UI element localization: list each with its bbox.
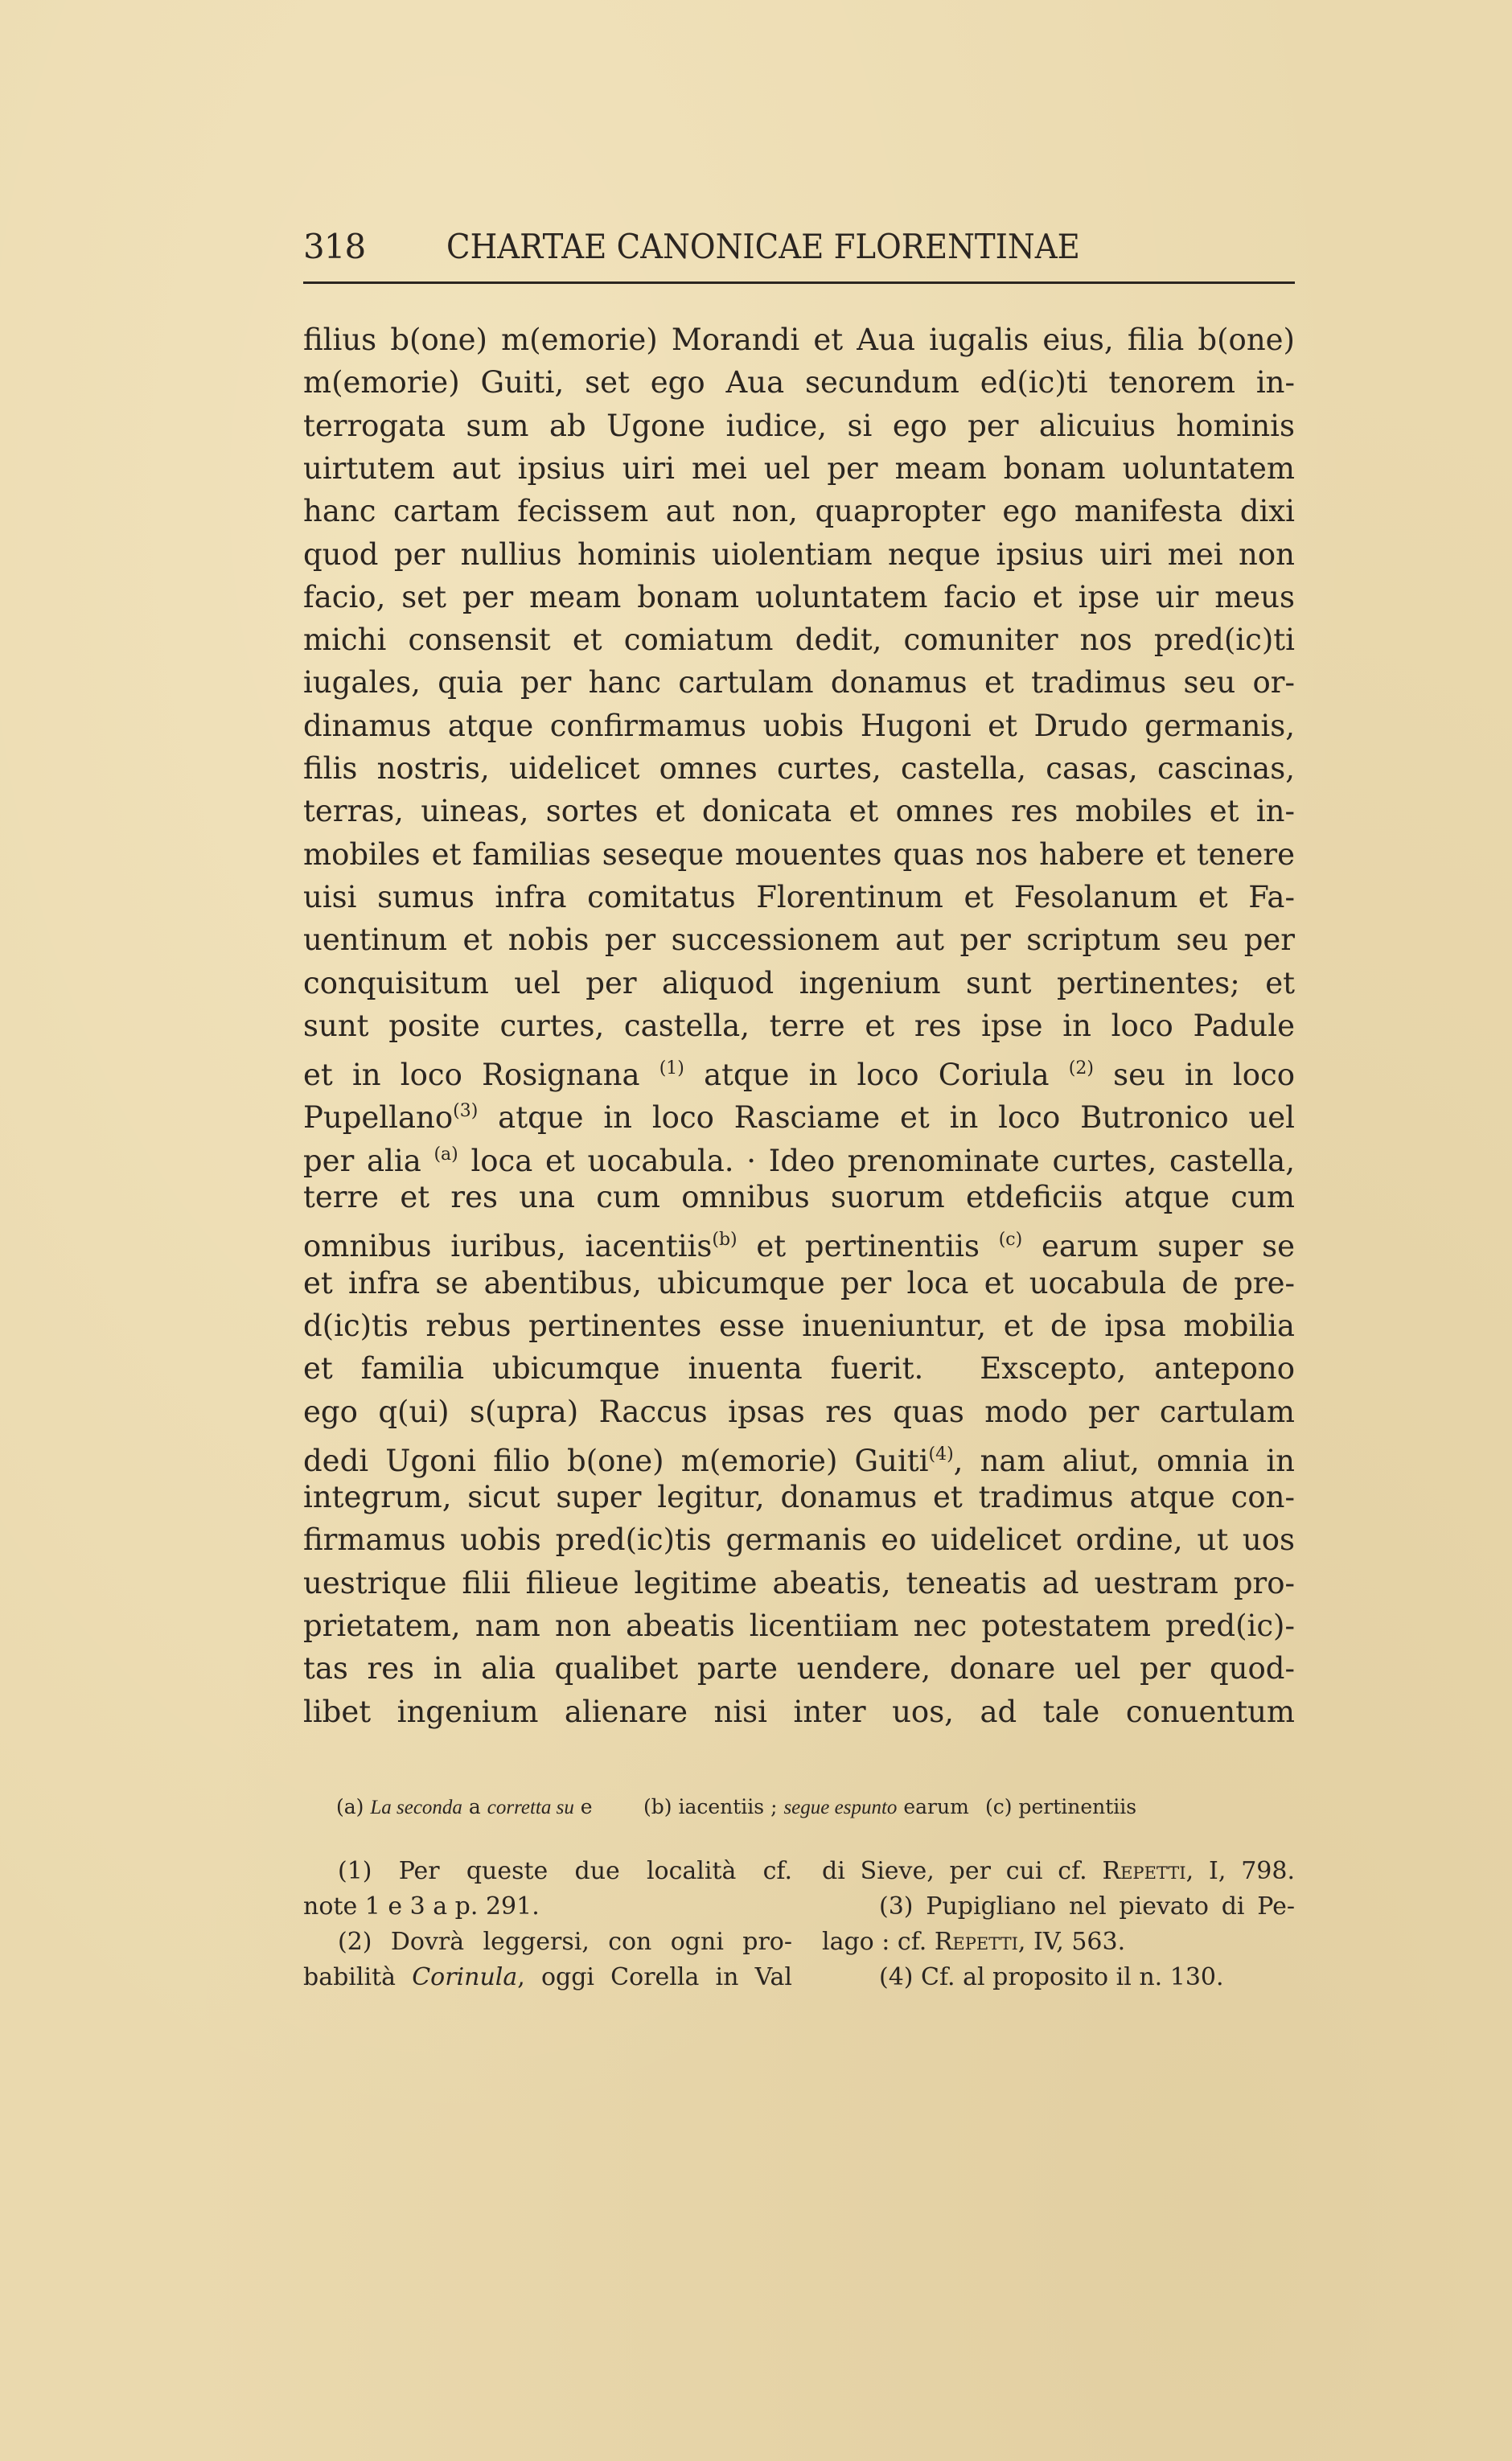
text-line xyxy=(303,877,1295,918)
footnote-reference: (b) xyxy=(712,1230,738,1251)
text-line xyxy=(303,1606,1295,1646)
text-segment: (a) xyxy=(336,1795,371,1818)
text-segment: terrogata sum ab Ugone iudice, si ego per alicuius hominis xyxy=(303,408,1295,443)
text-line xyxy=(303,1692,1295,1732)
text-segment: filis nostris, uidelicet omnes curtes, castella, casas, cascinas, xyxy=(303,751,1295,786)
text-line xyxy=(303,449,1295,489)
running-title: CHARTAE CANONICAE FLORENTINAE xyxy=(446,227,1080,266)
page-number: 318 xyxy=(303,227,366,266)
text-segment: uirtutem aut ipsius uiri mei uel per meam bonam uoluntatem xyxy=(303,450,1295,486)
footnote-reference: (4) xyxy=(928,1444,954,1465)
text-segment: uestrique filii filieue legitime abeatis, teneatis ad uestram pro- xyxy=(303,1565,1295,1600)
text-segment: atque in loco Rasciame et in loco Butronico uel xyxy=(478,1100,1295,1136)
running-header xyxy=(303,227,1295,275)
text-line xyxy=(303,1306,1295,1346)
text-segment: Repetti xyxy=(934,1928,1018,1956)
text-line xyxy=(303,1520,1295,1560)
text-segment: (2) Dovrà leggersi, con ogni pro- xyxy=(338,1928,792,1956)
text-segment: lago : cf. xyxy=(822,1928,935,1956)
text-segment: di Sieve, per cui cf. xyxy=(822,1857,1103,1885)
text-segment: , I, 798. xyxy=(1185,1857,1295,1885)
apparatus-note xyxy=(336,1795,593,1819)
footnote-reference: (2) xyxy=(1068,1058,1094,1079)
text-segment: terras, uineas, sortes et donicata et omnes res mobiles et in- xyxy=(303,794,1295,829)
text-segment: et familia ubicumque inuenta fuerit. Exscepto, antepono xyxy=(303,1351,1295,1387)
footnote-line xyxy=(338,1926,792,1958)
footnote-line xyxy=(822,1926,1126,1958)
text-segment: uentinum et nobis per successionem aut per scriptum seu per xyxy=(303,922,1295,958)
text-line xyxy=(303,1220,1295,1264)
text-segment: hanc cartam fecissem aut non, quapropter ego manifesta dixi xyxy=(303,494,1295,529)
text-segment: earum super se xyxy=(1022,1229,1295,1264)
text-segment: facio, set per meam bonam uoluntatem facio et ipse uir meus xyxy=(303,579,1295,614)
apparatus-note xyxy=(985,1795,1136,1818)
text-segment: firmamus uobis pred(ic)tis germanis eo uidelicet ordine, ut uos xyxy=(303,1522,1295,1558)
text-line xyxy=(303,706,1295,746)
footnote-line xyxy=(879,1891,1295,1923)
text-segment: earum xyxy=(897,1795,969,1818)
text-line xyxy=(303,1435,1295,1478)
text-segment: , nam aliut, omnia in xyxy=(953,1443,1295,1478)
header-rule xyxy=(303,281,1295,284)
footnote-line xyxy=(303,1962,792,1994)
text-line xyxy=(303,491,1295,532)
text-line xyxy=(303,1392,1295,1432)
text-line xyxy=(303,1006,1295,1046)
text-segment: , oggi Corella in Val xyxy=(517,1963,792,1991)
text-segment: m(emorie) Guiti, set ego Aua secundum ed(ic)ti tenorem in- xyxy=(303,365,1295,401)
text-segment: e xyxy=(573,1795,593,1818)
footnote-reference: (a) xyxy=(433,1144,458,1165)
text-segment: (3) Pupigliano nel pievato di Pe- xyxy=(879,1892,1295,1921)
text-segment: Corinula xyxy=(412,1963,518,1991)
text-segment: uisi sumus infra comitatus Florentinum et Fesolanum et Fa- xyxy=(303,879,1295,914)
text-segment: corretta su xyxy=(487,1797,574,1818)
text-segment: sunt posite curtes, castella, terre et res ipse in loco Padule xyxy=(303,1008,1295,1043)
text-segment: atque in loco Coriula xyxy=(684,1058,1069,1093)
text-segment: et infra se abentibus, ubicumque per loca et uocabula de pre- xyxy=(303,1265,1295,1300)
text-segment: note 1 e 3 a p. 291. xyxy=(303,1892,540,1921)
text-segment: et pertinentiis xyxy=(737,1229,999,1264)
text-segment: (c) pertinentiis xyxy=(985,1795,1137,1818)
text-segment: dedi Ugoni filio b(one) m(emorie) Guiti xyxy=(303,1443,929,1478)
text-line xyxy=(303,663,1295,703)
footnote-line xyxy=(879,1962,1224,1994)
text-segment: et in loco Rosignana xyxy=(303,1058,659,1093)
text-segment: conquisitum uel per aliquod ingenium sunt pertinentes; et xyxy=(303,965,1295,1000)
text-line xyxy=(303,1091,1295,1136)
text-segment: loca et uocabula. · Ideo prenominate curtes, castella, xyxy=(458,1143,1295,1178)
text-segment: omnibus iuribus, iacentiis xyxy=(303,1229,713,1264)
text-line xyxy=(303,406,1295,446)
footnote-reference: (3) xyxy=(453,1101,479,1122)
text-segment: prietatem, nam non abeatis licentiiam nec potestatem pred(ic)- xyxy=(303,1608,1295,1643)
text-segment: per alia xyxy=(303,1143,434,1178)
text-segment: babilità xyxy=(303,1963,413,1991)
text-segment: , IV, 563. xyxy=(1017,1928,1126,1956)
text-segment: michi consensit et comiatum dedit, comuniter nos pred(ic)ti xyxy=(303,622,1295,658)
text-segment: La seconda xyxy=(370,1797,462,1818)
text-line xyxy=(303,1649,1295,1689)
text-line xyxy=(303,920,1295,960)
text-segment: iugales, quia per hanc cartulam donamus et tradimus seu or- xyxy=(303,665,1295,701)
text-segment: segue espunto xyxy=(783,1797,898,1818)
text-segment: a xyxy=(462,1795,487,1818)
text-line xyxy=(303,1177,1295,1218)
text-line xyxy=(303,535,1295,575)
footnote-reference: (c) xyxy=(998,1230,1023,1251)
text-line xyxy=(303,1477,1295,1518)
text-segment: tas res in alia qualibet parte uendere, donare uel per quod- xyxy=(303,1651,1295,1687)
footnote-line xyxy=(822,1855,1295,1888)
text-line xyxy=(303,620,1295,660)
text-segment: filius b(one) m(emorie) Morandi et Aua iugalis eius, filia b(one) xyxy=(303,323,1295,357)
text-line xyxy=(303,749,1295,789)
text-line xyxy=(303,320,1295,360)
text-segment: Repetti xyxy=(1102,1857,1186,1885)
text-line xyxy=(303,363,1295,403)
footnote-line xyxy=(303,1891,569,1923)
text-line xyxy=(303,963,1295,1004)
text-segment: integrum, sicut super legitur, donamus et tradimus atque con- xyxy=(303,1480,1295,1515)
text-segment: quod per nullius hominis uiolentiam neque ipsius uiri mei non xyxy=(303,536,1295,572)
text-line xyxy=(303,835,1295,875)
text-line xyxy=(303,1263,1295,1304)
text-segment: libet ingenium alienare nisi inter uos, ad tale conuentum xyxy=(303,1694,1295,1729)
text-segment: seu in loco xyxy=(1093,1058,1296,1093)
text-line xyxy=(303,1563,1295,1604)
text-line xyxy=(303,577,1295,618)
text-segment: dinamus atque confirmamus uobis Hugoni et Drudo germanis, xyxy=(303,708,1295,743)
text-line xyxy=(303,1049,1296,1093)
text-segment: mobiles et familias seseque mouentes quas nos habere et tenere xyxy=(303,836,1295,872)
text-segment: (b) iacentiis ; xyxy=(643,1795,784,1818)
apparatus-note xyxy=(643,1795,969,1819)
text-segment: (4) Cf. al proposito il n. 130. xyxy=(879,1963,1224,1991)
text-segment: terre et res una cum omnibus suorum etdeficiis atque cum xyxy=(303,1180,1295,1214)
text-line xyxy=(303,1135,1295,1178)
text-segment: d(ic)tis rebus pertinentes esse inueniuntur, et de ipsa mobilia xyxy=(303,1308,1295,1343)
text-line xyxy=(303,791,1295,832)
text-segment: (1) Per queste due località cf. xyxy=(338,1857,792,1885)
footnote-reference: (1) xyxy=(659,1058,684,1079)
footnote-line xyxy=(338,1855,792,1888)
text-segment: ego q(ui) s(upra) Raccus ipsas res quas modo per cartulam xyxy=(303,1394,1295,1429)
text-line xyxy=(303,1349,1295,1389)
text-segment: Pupellano xyxy=(303,1100,454,1136)
